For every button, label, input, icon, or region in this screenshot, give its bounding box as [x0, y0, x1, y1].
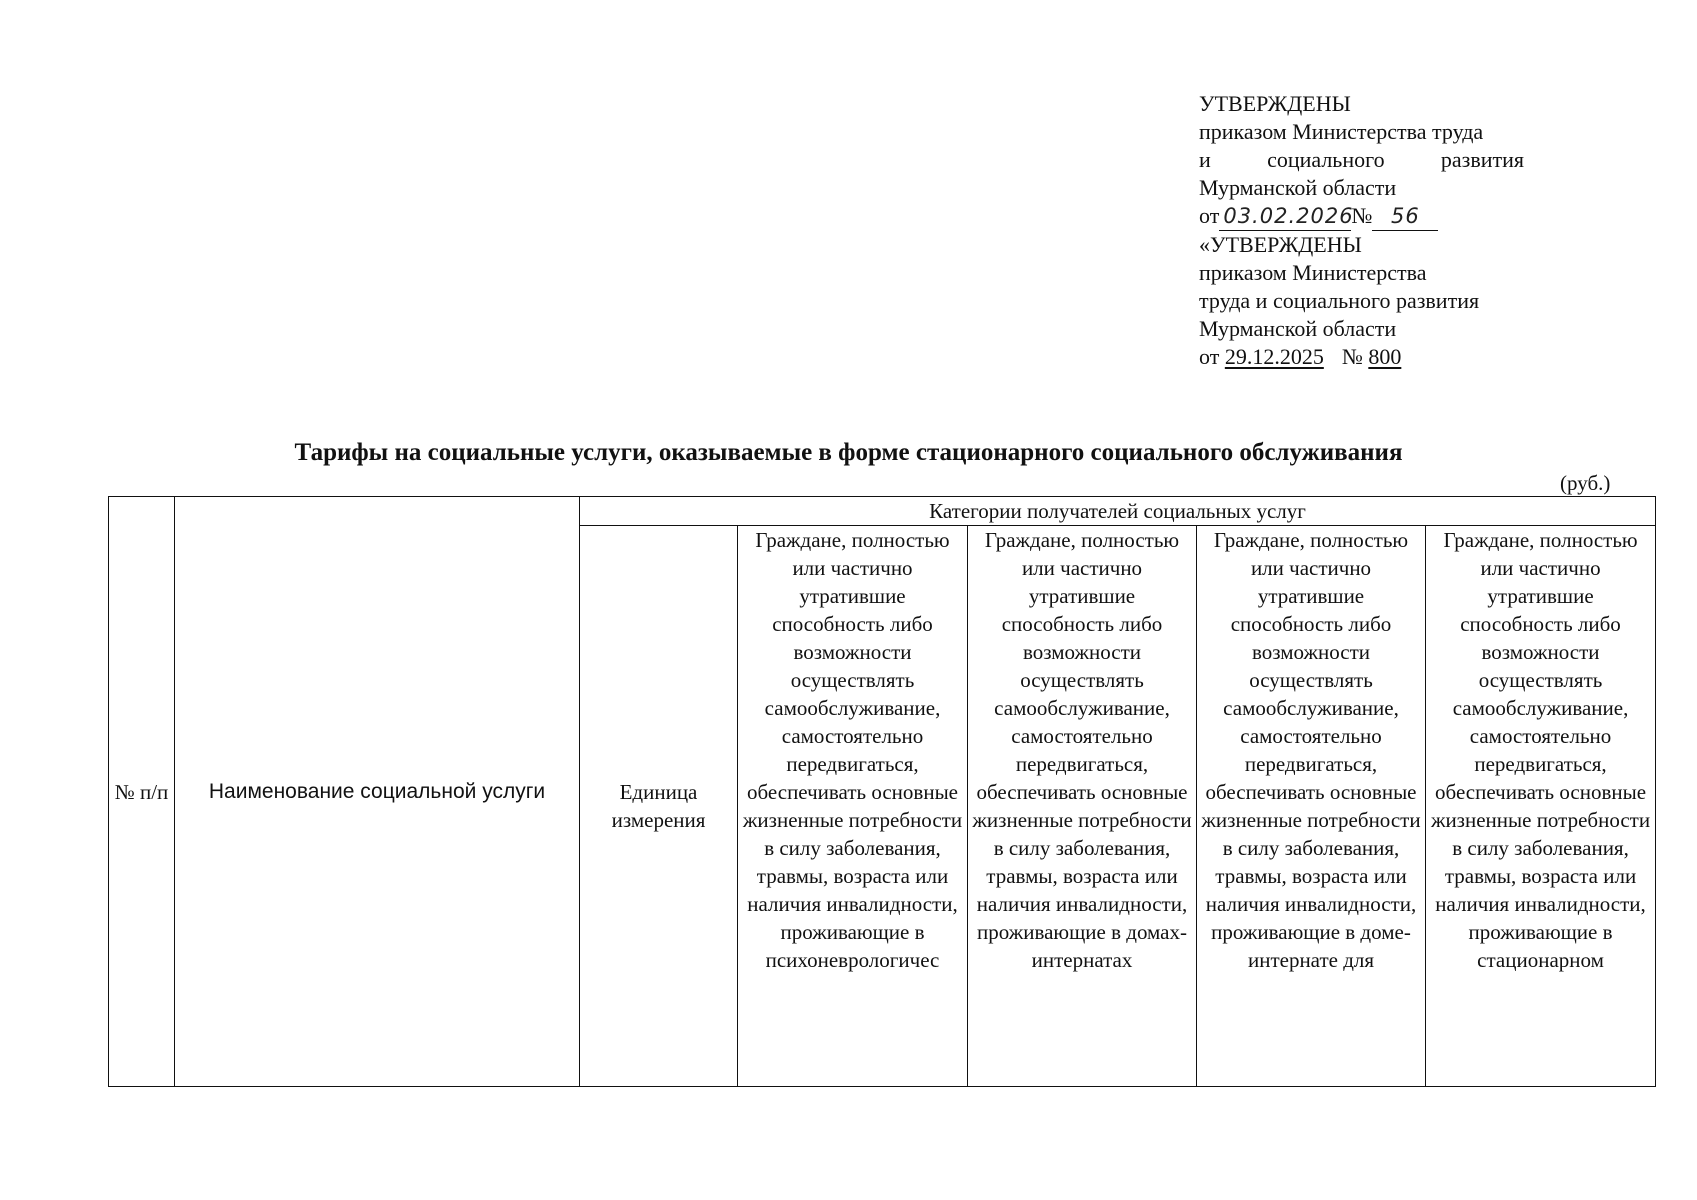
previous-approval-heading: «УТВЕРЖДЕНЫ: [1199, 232, 1362, 257]
previous-date-prefix: от: [1199, 344, 1220, 369]
previous-number-sign: №: [1341, 344, 1363, 369]
previous-order-line: приказом Министерства: [1199, 260, 1427, 285]
handwritten-number: 56: [1372, 202, 1438, 231]
header-number-column: № п/п: [109, 497, 175, 1087]
approval-date-line: [1199, 202, 1524, 231]
category-cell: Граждане, полностью или частично утратившие способность либо возможности осуществлять самообслуживание, самостоятельно передвигаться, обеспечивать основные жизненные потребности в силу заболевания, травмы, возраста или наличия инвалидности, проживающие в доме-интернате для: [1197, 526, 1426, 1087]
tariff-table: [108, 496, 1656, 1087]
approval-region-line: Мурманской области: [1199, 175, 1397, 200]
approval-order-line: приказом Министерства труда: [1199, 119, 1484, 144]
previous-ministry-line: труда и социального развития: [1199, 288, 1480, 313]
header-unit-column: Единица измерения: [580, 526, 738, 1087]
category-cell: Граждане, полностью или частично утратившие способность либо возможности осуществлять самообслуживание, самостоятельно передвигаться, обеспечивать основные жизненные потребности в силу заболевания, травмы, возраста или наличия инвалидности, проживающие в стационарном: [1426, 526, 1656, 1087]
approval-block: [1199, 90, 1524, 371]
header-categories: Категории получателей социальных услуг: [580, 497, 1656, 526]
currency-unit-note: (руб.): [1560, 471, 1611, 495]
date-prefix: от: [1199, 203, 1220, 228]
number-sign: №: [1351, 203, 1373, 228]
approval-ministry-line: [1199, 146, 1524, 174]
approval-word: и: [1199, 147, 1211, 172]
previous-number: 800: [1368, 344, 1402, 369]
category-cell: Граждане, полностью или частично утратившие способность либо возможности осуществлять самообслуживание, самостоятельно передвигаться, обеспечивать основные жизненные потребности в силу заболевания, травмы, возраста или наличия инвалидности, проживающие в домах-интернатах: [968, 526, 1197, 1087]
approval-word: развития: [1440, 147, 1524, 172]
previous-date-line: [1199, 343, 1524, 371]
handwritten-date: 03.02.2026: [1219, 202, 1351, 231]
approval-word: социального: [1267, 147, 1385, 172]
header-service-name-column: Наименование социальной услуги: [175, 497, 580, 1087]
previous-date: 29.12.2025: [1224, 344, 1324, 369]
document-title: Тарифы на социальные услуги, оказываемые в форме стационарного социального обслуживания: [294, 439, 1403, 466]
category-cell: Граждане, полностью или частично утратившие способность либо возможности осуществлять самообслуживание, самостоятельно передвигаться, обеспечивать основные жизненные потребности в силу заболевания, травмы, возраста или наличия инвалидности, проживающие в психоневрологичес: [738, 526, 968, 1087]
approval-heading: УТВЕРЖДЕНЫ: [1199, 91, 1351, 116]
previous-region-line: Мурманской области: [1199, 316, 1397, 341]
